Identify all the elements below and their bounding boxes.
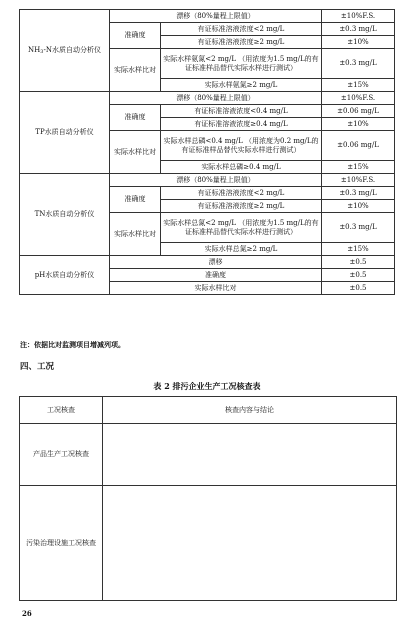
criterion-cell: 漂移（80%量程上限值） xyxy=(110,174,322,187)
requirement-cell: ±0.3 mg/L xyxy=(322,187,395,200)
criterion-cell: 有证标准溶液浓度≥0.4 mg/L xyxy=(161,118,322,131)
requirement-cell: ±0.5 xyxy=(322,269,395,282)
criterion-cell: 漂移 xyxy=(110,256,322,269)
requirement-cell: ±0.06 mg/L xyxy=(322,131,395,161)
table-caption: 表 2 排污企业生产工况核查表 xyxy=(153,381,261,391)
table-row xyxy=(20,486,397,601)
requirement-cell: ±15% xyxy=(322,79,395,92)
requirement-cell: ±0.3 mg/L xyxy=(322,49,395,79)
requirement-cell: ±0.3 mg/L xyxy=(322,213,395,243)
table-row xyxy=(20,174,395,187)
requirement-cell: ±0.06 mg/L xyxy=(322,105,395,118)
criterion-cell: 实际水样氨氮<2 mg/L （用浓度为1.5 mg/L的有证标准样品替代实际水样进行测试） xyxy=(161,49,322,79)
criterion-cell: 有证标准溶液浓度<2 mg/L xyxy=(161,187,322,200)
criterion-cell: 实际水样总氮<2 mg/L （用浓度为1.5 mg/L的有证标准样品替代实际水样进行测试） xyxy=(161,213,322,243)
item-cell: 实际水样比对 xyxy=(110,213,161,256)
criterion-cell: 有证标准溶液浓度≥2 mg/L xyxy=(161,36,322,49)
requirement-cell: ±10% xyxy=(322,36,395,49)
instrument-name-nh3n: $NH_3-N$水质自动分析仪 xyxy=(20,10,110,92)
requirement-cell: ±10% xyxy=(322,200,395,213)
criterion-cell: 实际水样总磷<0.4 mg/L （用浓度为0.2 mg/L的有证标准样品替代实际水样进行测试） xyxy=(161,131,322,161)
criterion-cell: 有证标准溶液浓度<2 mg/L xyxy=(161,23,322,36)
section-heading: 四、工况 xyxy=(20,362,55,372)
criterion-cell: 有证标准溶液浓度≥2 mg/L xyxy=(161,200,322,213)
requirement-cell: ±0.3 mg/L xyxy=(322,23,395,36)
table-note: 注：依据比对监测项目增减列项。 xyxy=(20,340,125,349)
requirement-cell: ±0.5 xyxy=(322,282,395,295)
table-header-row xyxy=(20,397,397,424)
row-label: 污染治理设施工况核查 xyxy=(20,486,103,601)
criterion-cell: 漂移（80%量程上限值） xyxy=(110,92,322,105)
row-label: 产品生产工况核查 xyxy=(20,424,103,486)
table-row xyxy=(20,424,397,486)
requirement-cell: ±10%F.S. xyxy=(322,10,395,23)
criterion-cell: 实际水样总磷≥0.4 mg/L xyxy=(161,161,322,174)
table-row xyxy=(20,92,395,105)
content-cell[interactable] xyxy=(103,486,397,601)
requirement-cell: ±0.5 xyxy=(322,256,395,269)
table-row xyxy=(20,10,395,23)
page-number: 26 xyxy=(22,609,32,618)
requirement-cell: ±10%F.S. xyxy=(322,92,395,105)
condition-check-table xyxy=(19,396,397,601)
criterion-cell: 实际水样比对 xyxy=(110,282,322,295)
column-header: 工况核查 xyxy=(20,397,103,424)
item-cell: 实际水样比对 xyxy=(110,49,161,92)
criterion-cell: 实际水样总氮≥2 mg/L xyxy=(161,243,322,256)
column-header: 核查内容与结论 xyxy=(103,397,397,424)
item-cell: 实际水样比对 xyxy=(110,131,161,174)
criterion-cell: 准确度 xyxy=(110,269,322,282)
criterion-cell: 有证标准溶液浓度<0.4 mg/L xyxy=(161,105,322,118)
requirement-cell: ±10%F.S. xyxy=(322,174,395,187)
requirement-cell: ±15% xyxy=(322,243,395,256)
requirement-cell: ±10% xyxy=(322,118,395,131)
criterion-cell: 漂移（80%量程上限值） xyxy=(110,10,322,23)
item-cell: 准确度 xyxy=(110,23,161,49)
instrument-spec-table xyxy=(19,9,395,295)
requirement-cell: ±15% xyxy=(322,161,395,174)
content-cell[interactable] xyxy=(103,424,397,486)
item-cell: 准确度 xyxy=(110,105,161,131)
table-row xyxy=(20,256,395,269)
item-cell: 准确度 xyxy=(110,187,161,213)
criterion-cell: 实际水样氨氮≥2 mg/L xyxy=(161,79,322,92)
instrument-name-ph: pH水质自动分析仪 xyxy=(20,256,110,295)
instrument-name-tp: TP水质自动分析仪 xyxy=(20,92,110,174)
instrument-name-tn: TN水质自动分析仪 xyxy=(20,174,110,256)
